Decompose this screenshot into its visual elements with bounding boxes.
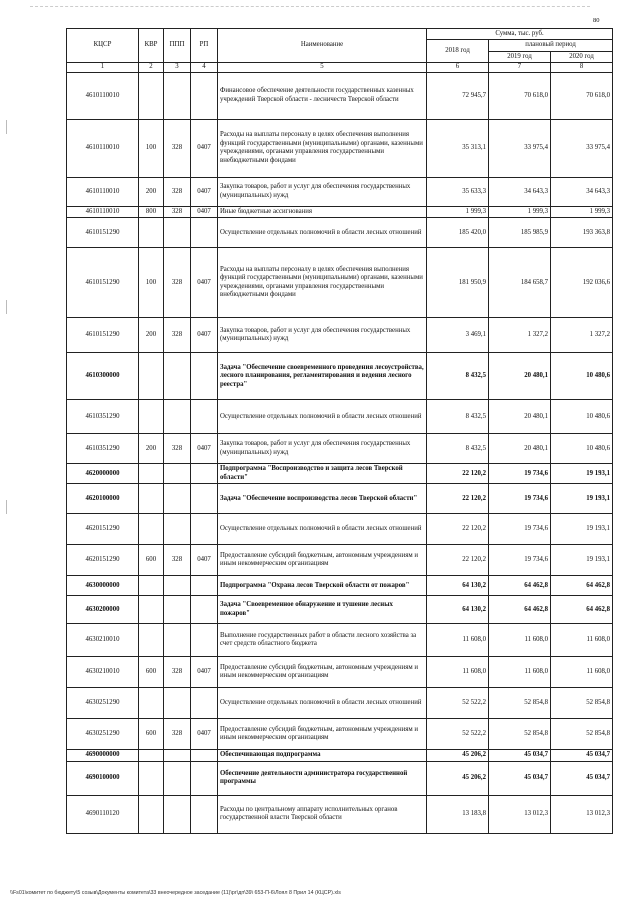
table-row [67, 353, 613, 400]
kcsr-cell: 4690110120 [67, 795, 139, 833]
table-row [67, 464, 613, 484]
value-2018-cell: 45 206,2 [427, 750, 489, 761]
rp-cell: 0407 [191, 177, 218, 206]
ppp-cell [164, 576, 191, 596]
value-2020-cell: 64 462,8 [551, 576, 613, 596]
value-2019-cell: 34 643,3 [489, 177, 551, 206]
margin-mark [6, 500, 7, 514]
header-2019: 2019 год [489, 51, 551, 62]
rp-cell [191, 353, 218, 400]
ppp-cell: 328 [164, 119, 191, 177]
kcsr-cell: 4630000000 [67, 576, 139, 596]
table-row [67, 248, 613, 318]
header-planned-period: плановый период [489, 40, 613, 51]
column-number: 8 [551, 63, 613, 72]
value-2020-cell: 64 462,8 [551, 596, 613, 624]
value-2020-cell: 10 480,6 [551, 400, 613, 434]
name-cell: Закупка товаров, работ и услуг для обеспечения государственных (муниципальных) нужд [218, 177, 427, 206]
value-2019-cell: 185 985,9 [489, 218, 551, 248]
value-2018-cell: 22 120,2 [427, 484, 489, 514]
value-2020-cell: 1 999,3 [551, 206, 613, 217]
ppp-cell [164, 484, 191, 514]
name-cell: Осуществление отдельных полномочий в области лесных отношений [218, 514, 427, 545]
value-2020-cell: 19 193,1 [551, 464, 613, 484]
value-2020-cell: 45 034,7 [551, 761, 613, 795]
value-2020-cell: 1 327,2 [551, 318, 613, 353]
header-name: Наименование [218, 29, 427, 63]
value-2018-cell: 52 522,2 [427, 719, 489, 750]
value-2019-cell: 19 734,6 [489, 484, 551, 514]
file-path-footer: \\Fs01\комитет по бюджету\5 созыв\Документы комитета\33 внеочередное заседание (11)\рг\дп\39\ 653-П-6\Лоял 8 Прил 14 (КЦСР).xls [10, 890, 341, 896]
name-cell: Осуществление отдельных полномочий в области лесных отношений [218, 688, 427, 719]
header-sum: Сумма, тыс. руб. [427, 29, 613, 40]
value-2020-cell: 19 193,1 [551, 484, 613, 514]
value-2020-cell: 19 193,1 [551, 545, 613, 576]
kcsr-cell: 4630210010 [67, 624, 139, 657]
table-row [67, 657, 613, 688]
name-cell: Расходы по центральному аппарату исполнительных органов государственной власти Тверской области [218, 795, 427, 833]
name-cell: Предоставление субсидий бюджетным, автономным учреждениям и иным некоммерческим организациям [218, 657, 427, 688]
kvr-cell: 100 [139, 248, 164, 318]
name-cell: Осуществление отдельных полномочий в области лесных отношений [218, 400, 427, 434]
value-2018-cell: 22 120,2 [427, 545, 489, 576]
value-2018-cell: 11 608,0 [427, 624, 489, 657]
column-number: 6 [427, 63, 489, 72]
name-cell: Обеспечение деятельности администратора государственной программы [218, 761, 427, 795]
kcsr-cell: 4630251290 [67, 688, 139, 719]
kvr-cell: 200 [139, 318, 164, 353]
header-kvr: КВР [139, 29, 164, 63]
value-2019-cell: 20 480,1 [489, 353, 551, 400]
kcsr-cell: 4630210010 [67, 657, 139, 688]
kcsr-cell: 4610351290 [67, 434, 139, 464]
kcsr-cell: 4630251290 [67, 719, 139, 750]
ppp-cell: 328 [164, 545, 191, 576]
value-2019-cell: 184 658,7 [489, 248, 551, 318]
kvr-cell [139, 576, 164, 596]
ppp-cell [164, 218, 191, 248]
value-2018-cell: 35 313,1 [427, 119, 489, 177]
kvr-cell [139, 596, 164, 624]
name-cell: Закупка товаров, работ и услуг для обеспечения государственных (муниципальных) нужд [218, 318, 427, 353]
header-ppp: ППП [164, 29, 191, 63]
kvr-cell: 200 [139, 434, 164, 464]
name-cell: Предоставление субсидий бюджетным, автономным учреждениям и иным некоммерческим организациям [218, 545, 427, 576]
value-2020-cell: 11 608,0 [551, 624, 613, 657]
value-2018-cell: 8 432,5 [427, 353, 489, 400]
value-2019-cell: 64 462,8 [489, 576, 551, 596]
name-cell: Расходы на выплаты персоналу в целях обеспечения выполнения функций государственными (муниципальными) органами, казенными учреждениями, органами управления государственными внебюджетными фондами [218, 248, 427, 318]
ppp-cell [164, 688, 191, 719]
header-2020: 2020 год [551, 51, 613, 62]
table-row [67, 688, 613, 719]
table-row [67, 514, 613, 545]
ppp-cell [164, 624, 191, 657]
table-body [67, 72, 613, 833]
ppp-cell: 328 [164, 206, 191, 217]
value-2018-cell: 8 432,5 [427, 400, 489, 434]
kvr-cell: 800 [139, 206, 164, 217]
value-2020-cell: 45 034,7 [551, 750, 613, 761]
value-2018-cell: 8 432,5 [427, 434, 489, 464]
kcsr-cell: 4620151290 [67, 514, 139, 545]
kcsr-cell: 4620100000 [67, 484, 139, 514]
value-2018-cell: 181 950,9 [427, 248, 489, 318]
ppp-cell [164, 72, 191, 119]
value-2019-cell: 13 012,3 [489, 795, 551, 833]
kvr-cell: 600 [139, 719, 164, 750]
column-numbers-row [67, 63, 613, 72]
kvr-cell [139, 795, 164, 833]
value-2019-cell: 20 480,1 [489, 434, 551, 464]
rp-cell [191, 218, 218, 248]
kvr-cell [139, 688, 164, 719]
rp-cell [191, 761, 218, 795]
table-row [67, 484, 613, 514]
value-2019-cell: 1 999,3 [489, 206, 551, 217]
kvr-cell [139, 750, 164, 761]
rp-cell [191, 576, 218, 596]
kvr-cell [139, 761, 164, 795]
value-2020-cell: 10 480,6 [551, 434, 613, 464]
name-cell: Расходы на выплаты персоналу в целях обеспечения выполнения функций государственными (муниципальными) органами, казенными учреждениями, органами управления государственными внебюджетными фондами [218, 119, 427, 177]
table-row [67, 400, 613, 434]
kvr-cell [139, 484, 164, 514]
ppp-cell [164, 761, 191, 795]
table-row [67, 545, 613, 576]
value-2019-cell: 52 854,8 [489, 719, 551, 750]
header-kcsr: КЦСР [67, 29, 139, 63]
header-rp: РП [191, 29, 218, 63]
value-2018-cell: 185 420,0 [427, 218, 489, 248]
rp-cell: 0407 [191, 248, 218, 318]
kcsr-cell: 4690000000 [67, 750, 139, 761]
ppp-cell [164, 750, 191, 761]
name-cell: Иные бюджетные ассигнования [218, 206, 427, 217]
value-2018-cell: 11 608,0 [427, 657, 489, 688]
value-2019-cell: 33 975,4 [489, 119, 551, 177]
kcsr-cell: 4610110010 [67, 206, 139, 217]
kvr-cell [139, 218, 164, 248]
value-2019-cell: 19 734,6 [489, 464, 551, 484]
ppp-cell [164, 514, 191, 545]
name-cell: Задача "Своевременное обнаружение и тушение лесных пожаров" [218, 596, 427, 624]
kcsr-cell: 4630200000 [67, 596, 139, 624]
value-2020-cell: 13 012,3 [551, 795, 613, 833]
table-row [67, 750, 613, 761]
rp-cell [191, 624, 218, 657]
ppp-cell [164, 353, 191, 400]
table-row [67, 206, 613, 217]
rp-cell [191, 750, 218, 761]
table-row [67, 72, 613, 119]
kcsr-cell: 4610110010 [67, 72, 139, 119]
value-2018-cell: 22 120,2 [427, 514, 489, 545]
value-2018-cell: 52 522,2 [427, 688, 489, 719]
rp-cell [191, 400, 218, 434]
kcsr-cell: 4610110010 [67, 177, 139, 206]
name-cell: Предоставление субсидий бюджетным, автономным учреждениям и иным некоммерческим организациям [218, 719, 427, 750]
kvr-cell [139, 624, 164, 657]
value-2019-cell: 11 608,0 [489, 624, 551, 657]
kcsr-cell: 4610151290 [67, 248, 139, 318]
rp-cell: 0407 [191, 657, 218, 688]
value-2020-cell: 193 363,8 [551, 218, 613, 248]
ppp-cell [164, 400, 191, 434]
ppp-cell: 328 [164, 318, 191, 353]
name-cell: Закупка товаров, работ и услуг для обеспечения государственных (муниципальных) нужд [218, 434, 427, 464]
ppp-cell: 328 [164, 657, 191, 688]
value-2019-cell: 45 034,7 [489, 750, 551, 761]
value-2020-cell: 34 643,3 [551, 177, 613, 206]
value-2018-cell: 1 999,3 [427, 206, 489, 217]
kvr-cell [139, 400, 164, 434]
value-2020-cell: 70 618,0 [551, 72, 613, 119]
value-2019-cell: 20 480,1 [489, 400, 551, 434]
kcsr-cell: 4610151290 [67, 318, 139, 353]
rp-cell [191, 464, 218, 484]
value-2020-cell: 10 480,6 [551, 353, 613, 400]
rp-cell: 0407 [191, 119, 218, 177]
kcsr-cell: 4620000000 [67, 464, 139, 484]
value-2019-cell: 70 618,0 [489, 72, 551, 119]
value-2018-cell: 13 183,8 [427, 795, 489, 833]
kcsr-cell: 4610110010 [67, 119, 139, 177]
kvr-cell: 600 [139, 657, 164, 688]
rp-cell [191, 795, 218, 833]
ppp-cell: 328 [164, 719, 191, 750]
name-cell: Задача "Обеспечение своевременного проведения лесоустройства, лесного планирования, регламентирования и ведения лесного реестра" [218, 353, 427, 400]
rp-cell [191, 72, 218, 119]
rp-cell: 0407 [191, 434, 218, 464]
value-2019-cell: 11 608,0 [489, 657, 551, 688]
table-row [67, 596, 613, 624]
table-row [67, 177, 613, 206]
table-row [67, 576, 613, 596]
ppp-cell: 328 [164, 248, 191, 318]
rp-cell [191, 688, 218, 719]
column-number: 7 [489, 63, 551, 72]
value-2020-cell: 19 193,1 [551, 514, 613, 545]
rp-cell [191, 514, 218, 545]
table-row [67, 318, 613, 353]
value-2018-cell: 3 469,1 [427, 318, 489, 353]
name-cell: Осуществление отдельных полномочий в области лесных отношений [218, 218, 427, 248]
kcsr-cell: 4610300000 [67, 353, 139, 400]
table-row [67, 218, 613, 248]
rp-cell: 0407 [191, 545, 218, 576]
table-row [67, 795, 613, 833]
ppp-cell [164, 464, 191, 484]
rp-cell: 0407 [191, 206, 218, 217]
kcsr-cell: 4620151290 [67, 545, 139, 576]
table-row [67, 624, 613, 657]
rp-cell: 0407 [191, 318, 218, 353]
column-number: 2 [139, 63, 164, 72]
value-2020-cell: 192 036,6 [551, 248, 613, 318]
value-2018-cell: 64 130,2 [427, 596, 489, 624]
name-cell: Обеспечивающая подпрограмма [218, 750, 427, 761]
value-2019-cell: 1 327,2 [489, 318, 551, 353]
page-number: 80 [593, 17, 600, 24]
table-row [67, 119, 613, 177]
value-2019-cell: 19 734,6 [489, 545, 551, 576]
ppp-cell [164, 596, 191, 624]
value-2018-cell: 35 633,3 [427, 177, 489, 206]
column-number: 1 [67, 63, 139, 72]
value-2020-cell: 33 975,4 [551, 119, 613, 177]
rp-cell: 0407 [191, 719, 218, 750]
margin-mark [6, 120, 7, 134]
kvr-cell [139, 72, 164, 119]
value-2019-cell: 19 734,6 [489, 514, 551, 545]
column-number: 4 [191, 63, 218, 72]
value-2019-cell: 52 854,8 [489, 688, 551, 719]
column-number: 3 [164, 63, 191, 72]
name-cell: Задача "Обеспечение воспроизводства лесов Тверской области" [218, 484, 427, 514]
value-2018-cell: 45 206,2 [427, 761, 489, 795]
ppp-cell: 328 [164, 177, 191, 206]
table-row [67, 719, 613, 750]
kcsr-cell: 4610351290 [67, 400, 139, 434]
budget-table [66, 28, 613, 834]
kvr-cell: 100 [139, 119, 164, 177]
table-row [67, 761, 613, 795]
value-2019-cell: 64 462,8 [489, 596, 551, 624]
kvr-cell: 200 [139, 177, 164, 206]
rp-cell [191, 484, 218, 514]
kcsr-cell: 4610151290 [67, 218, 139, 248]
value-2018-cell: 72 945,7 [427, 72, 489, 119]
header-2018: 2018 год [427, 40, 489, 63]
value-2020-cell: 52 854,8 [551, 719, 613, 750]
rp-cell [191, 596, 218, 624]
kvr-cell: 600 [139, 545, 164, 576]
value-2020-cell: 52 854,8 [551, 688, 613, 719]
kvr-cell [139, 353, 164, 400]
value-2018-cell: 64 130,2 [427, 576, 489, 596]
value-2018-cell: 22 120,2 [427, 464, 489, 484]
name-cell: Выполнение государственных работ в области лесного хозяйства за счет средств областного бюджета [218, 624, 427, 657]
margin-mark [6, 300, 7, 314]
name-cell: Подпрограмма "Охрана лесов Тверской области от пожаров" [218, 576, 427, 596]
name-cell: Подпрограмма "Воспроизводство и защита лесов Тверской области" [218, 464, 427, 484]
column-number: 5 [218, 63, 427, 72]
kcsr-cell: 4690100000 [67, 761, 139, 795]
ppp-cell: 328 [164, 434, 191, 464]
kvr-cell [139, 514, 164, 545]
ppp-cell [164, 795, 191, 833]
table-row [67, 434, 613, 464]
kvr-cell [139, 464, 164, 484]
name-cell: Финансовое обеспечение деятельности государственных казенных учреждений Тверской области - лесничеств Тверской области [218, 72, 427, 119]
value-2020-cell: 11 608,0 [551, 657, 613, 688]
scan-top-line [30, 6, 590, 8]
value-2019-cell: 45 034,7 [489, 761, 551, 795]
